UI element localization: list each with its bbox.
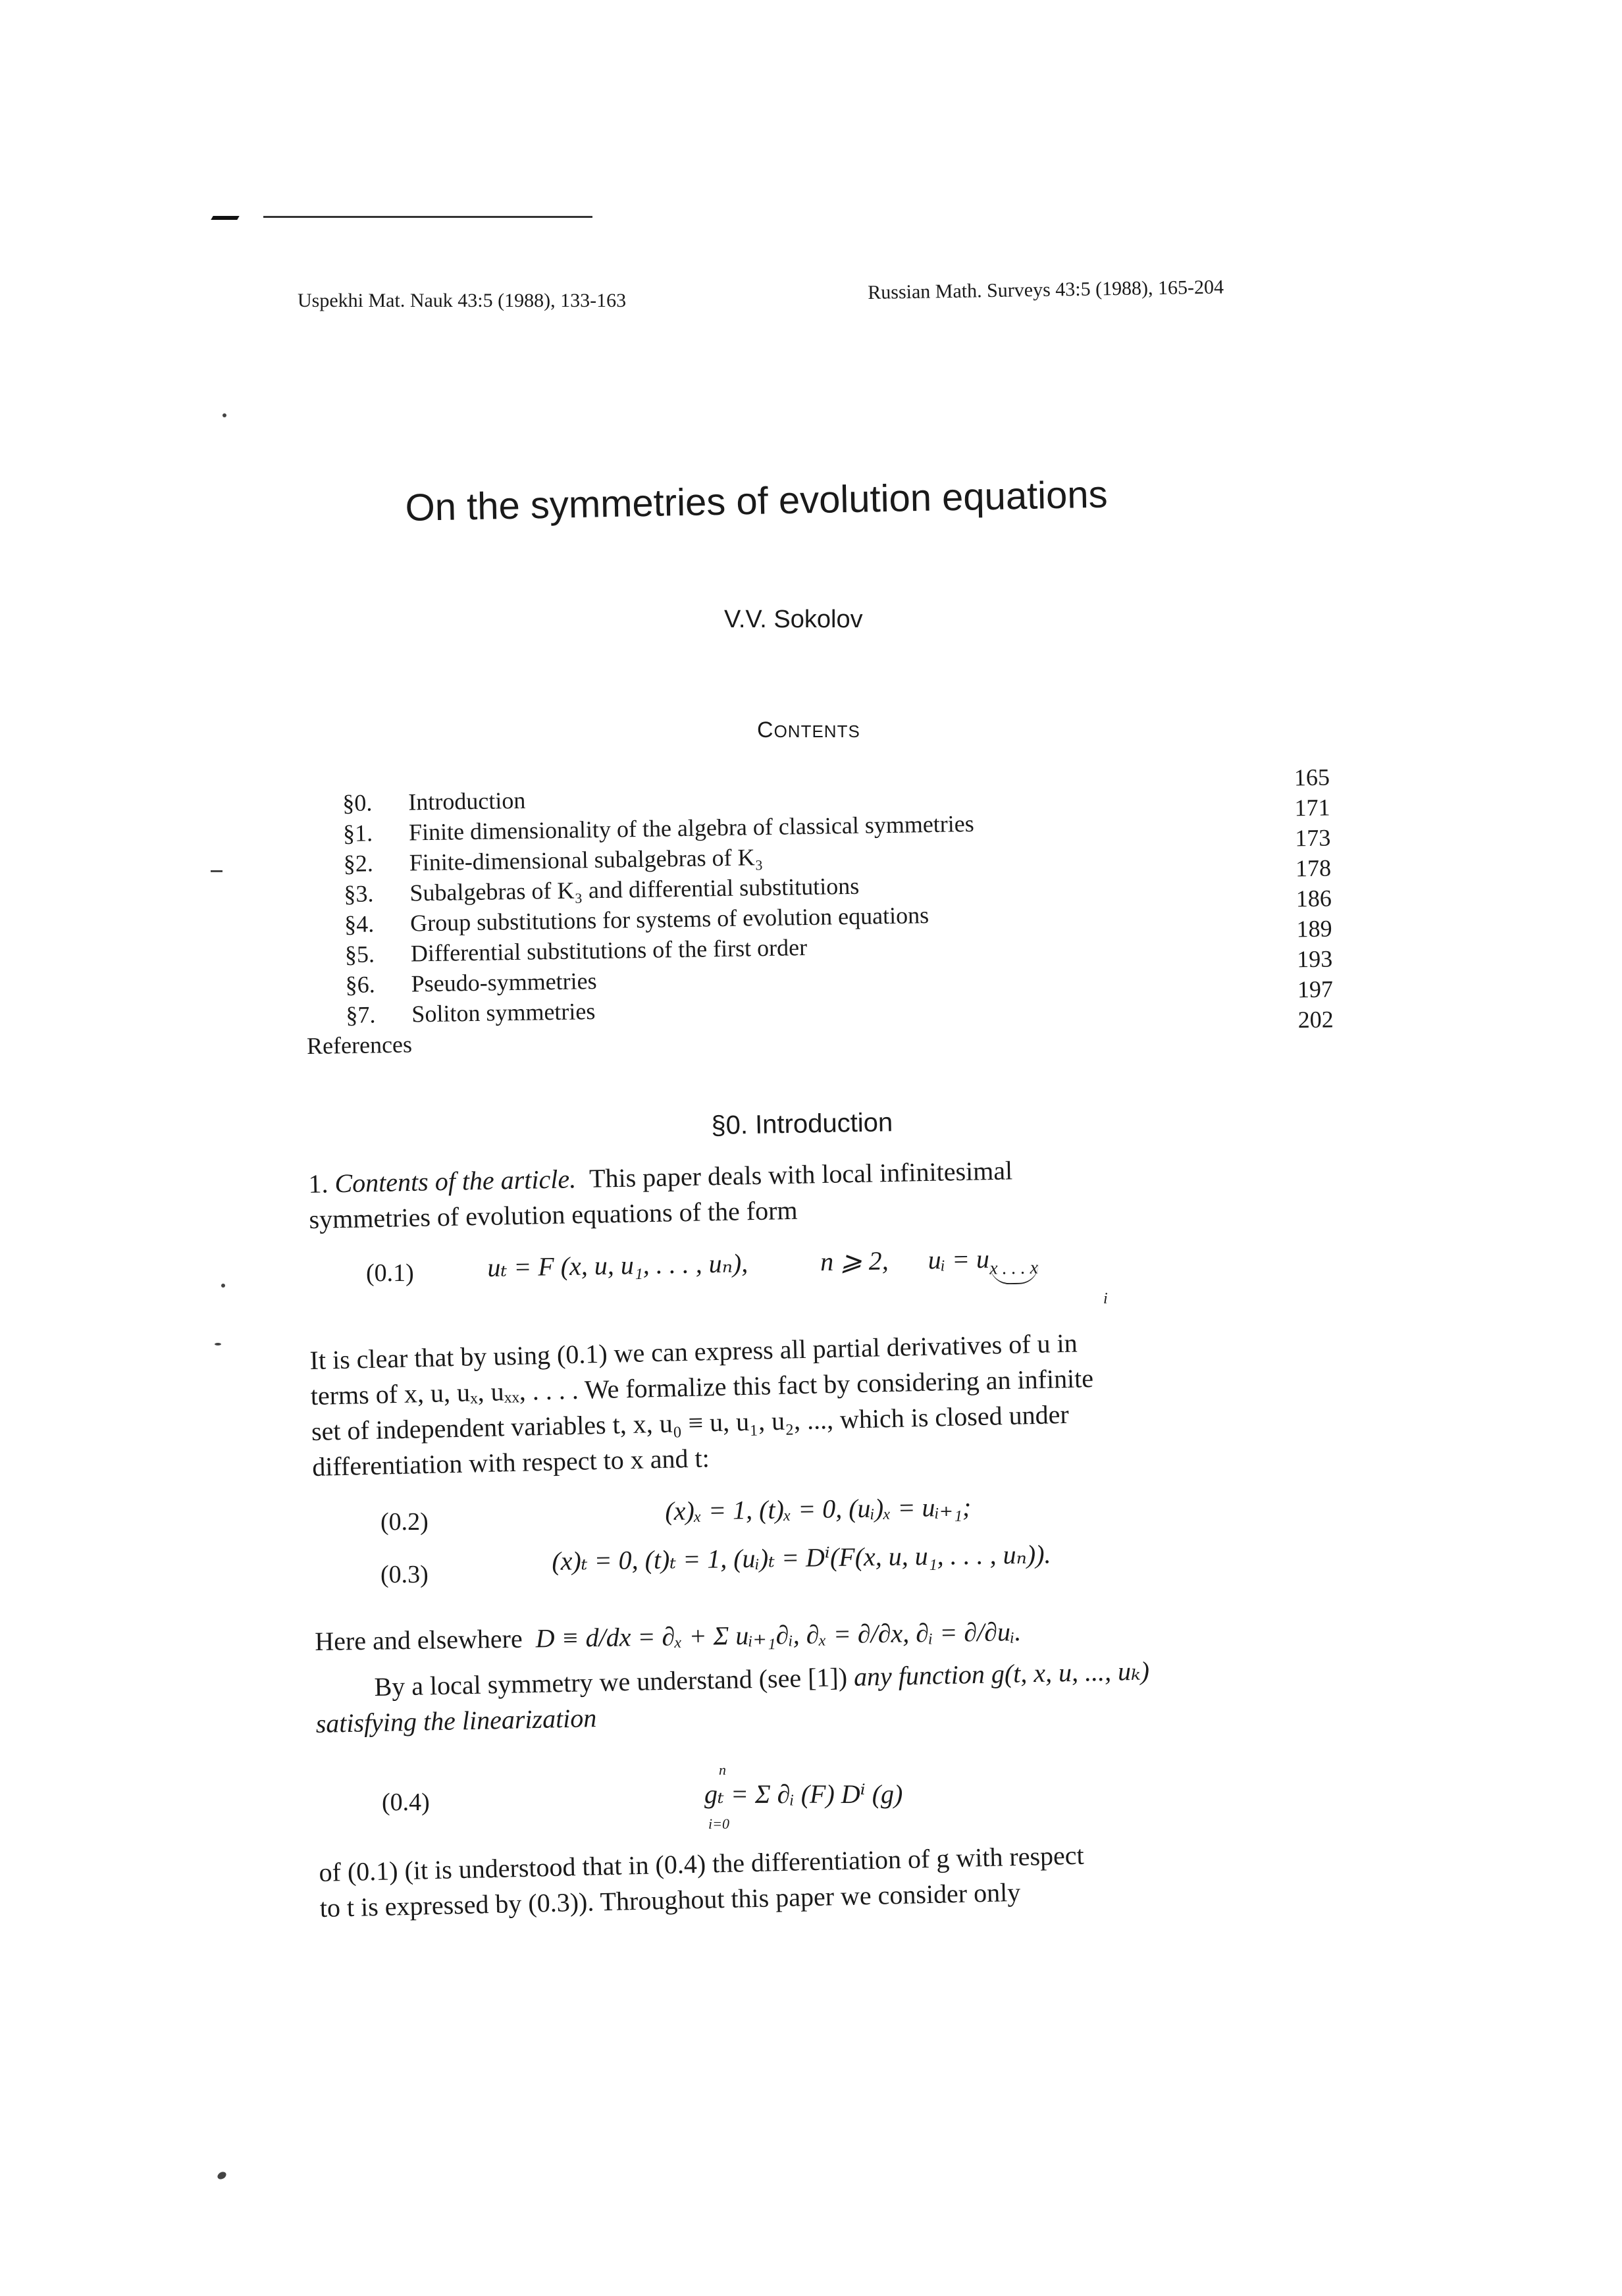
toc-entry: §1. Finite dimensionality of the algebra of classical symmetries 171	[342, 794, 1330, 847]
toc-entry: §4. Group substitutions for systems of evolution equations 186	[344, 885, 1332, 938]
journal-citation-right: Russian Math. Surveys 43:5 (1988), 165-204	[868, 276, 1224, 303]
contents-heading: CONTENTS	[757, 718, 860, 743]
scan-speck	[221, 1284, 225, 1288]
toc-entry: §5. Differential substitutions of the first order 189	[344, 915, 1332, 968]
toc-entry: §3. Subalgebras of K₃ and differential substitutions 178	[344, 854, 1332, 908]
paragraph: of (0.1) (it is understood that in (0.4) the differentiation of g with respect to t is expressed by (0.3)). Throughout this paper we consider only	[319, 1840, 1085, 1923]
paragraph: By a local symmetry we understand (see [1]) any function g(t, x, u, ..., uₖ) satisfying the linearization	[315, 1656, 1150, 1738]
scan-speck	[211, 870, 222, 872]
equation: (x)ₓ = 1, (t)ₓ = 0, (uᵢ)ₓ = uᵢ₊₁;	[665, 1492, 972, 1526]
paragraph: Here and elsewhere D ≡ d/dx = ∂ₓ + Σ uᵢ₊₁∂ᵢ, ∂ₓ = ∂/∂x, ∂ᵢ = ∂/∂uᵢ.	[315, 1617, 1022, 1656]
equation: (x)ₜ = 0, (t)ₜ = 1, (uᵢ)ₜ = Dⁱ(F(x, u, u₁, . . . , uₙ)).	[552, 1539, 1051, 1576]
table-of-contents	[303, 764, 1334, 1062]
sum-lower-limit: i=0	[708, 1815, 729, 1832]
scan-speck	[215, 1343, 221, 1345]
equation-number: (0.4)	[382, 1788, 430, 1816]
equation: uₜ = F (x, u, u₁, . . . , uₙ), n ⩾ 2, uᵢ = ux . . . x	[487, 1242, 1038, 1293]
paper-author: V.V. Sokolov	[724, 606, 863, 633]
scan-speck	[216, 2170, 227, 2181]
toc-entry: §6. Pseudo-symmetries 193	[345, 945, 1333, 999]
paragraph: 1. Contents of the article. This paper deals with local infinitesimal symmetries of evolution equations of the form	[308, 1155, 1013, 1234]
underbrace-index: i	[1103, 1290, 1108, 1307]
sum-upper-limit: n	[719, 1761, 726, 1778]
equation-number: (0.1)	[366, 1259, 414, 1287]
toc-entry: §0. Introduction 165	[342, 764, 1330, 817]
scan-mark	[211, 216, 239, 220]
equation-number: (0.2)	[380, 1508, 429, 1536]
paragraph: It is clear that by using (0.1) we can express all partial derivatives of u in terms of x, u, uₓ, uₓₓ, . . . . We formalize this fact by considering an infinite set of independent variables t, x, u₀ ≡ u, u₁, u₂, ..., which is closed under differentiation with respect to x and t:	[309, 1328, 1094, 1482]
toc-entry-references: References 202	[306, 1006, 1334, 1059]
paper-title: On the symmetries of evolution equations	[405, 473, 1109, 529]
section-heading: §0. Introduction	[711, 1108, 893, 1140]
toc-entry: §2. Finite-dimensional subalgebras of K₃ 173	[343, 824, 1331, 877]
header-rule	[263, 216, 592, 218]
toc-entry: §7. Soliton symmetries 197	[346, 976, 1334, 1029]
equation-number: (0.3)	[380, 1561, 429, 1588]
scan-speck	[222, 413, 226, 417]
journal-citation-left: Uspekhi Mat. Nauk 43:5 (1988), 133-163	[298, 290, 627, 311]
equation: gₜ = Σ ∂ᵢ (F) Dⁱ (g)	[704, 1779, 903, 1809]
